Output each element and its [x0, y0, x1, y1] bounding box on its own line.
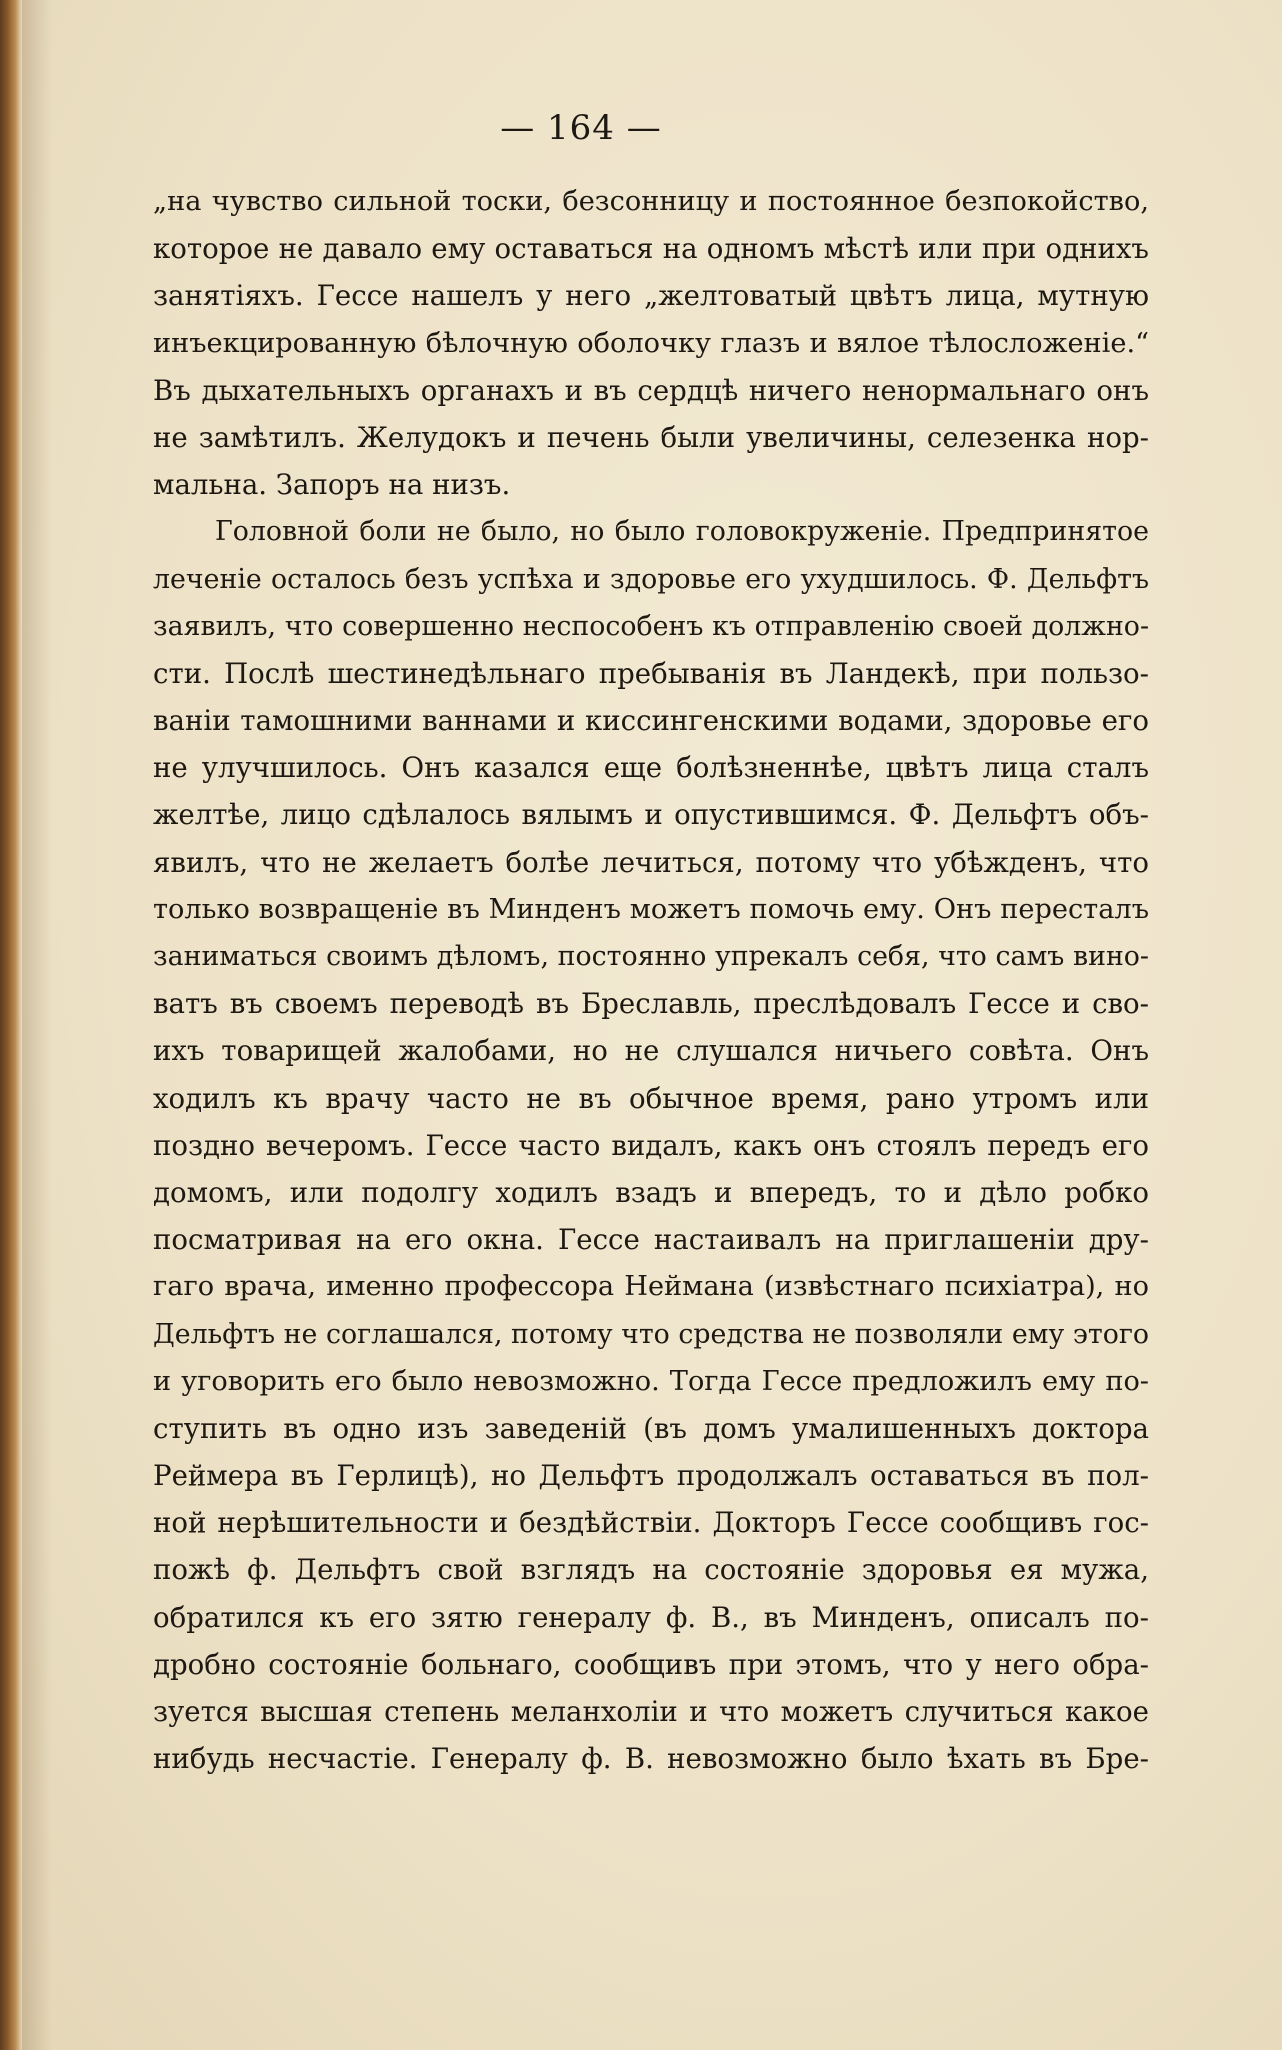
text-line: ной нерѣшительности и бездѣйствіи. Докторъ Гессе сообщивъ гос-	[153, 1506, 1149, 1540]
text-line: домомъ, или подолгу ходилъ взадъ и впередъ, то и дѣло робко	[153, 1175, 1149, 1209]
text-line: обратился къ его зятю генералу ф. В., въ Минденъ, описалъ по-	[153, 1600, 1149, 1634]
text-line: „на чувство сильной тоски, безсонницу и постоянное безпокойство,	[153, 186, 1149, 217]
text-line: занятіяхъ. Гессе нашелъ у него „желтоватый цвѣтъ лица, мутную	[153, 279, 1149, 313]
text-line: Въ дыхательныхъ органахъ и въ сердцѣ ничего ненормальнаго онъ	[153, 373, 1149, 407]
text-line: леченіе осталось безъ успѣха и здоровье его ухудшилось. Ф. Дельфтъ	[153, 563, 1149, 595]
text-line: заниматься своимъ дѣломъ, постоянно упрекалъ себя, что самъ вино-	[153, 941, 1149, 972]
page-number: — 164 —	[500, 108, 662, 148]
text-line: посматривая на его окна. Гессе настаивалъ на приглашеніи дру-	[153, 1223, 1149, 1257]
text-line: только возвращеніе въ Минденъ можетъ помочь ему. Онъ пересталъ	[153, 893, 1149, 925]
book-binding-edge	[0, 0, 22, 2050]
text-line: пожѣ ф. Дельфтъ свой взглядъ на состояніе здоровья ея мужа,	[153, 1553, 1149, 1587]
text-line: сти. Послѣ шестинедѣльнаго пребыванія въ Ландекѣ, при пользо-	[153, 656, 1149, 690]
text-line: ступить въ одно изъ заведеній (въ домъ умалишенныхъ доктора	[153, 1411, 1149, 1445]
text-line: не замѣтилъ. Желудокъ и печень были увеличины, селезенка нор-	[153, 420, 1149, 454]
text-line: и уговорить его было невозможно. Тогда Гессе предложилъ ему по-	[153, 1365, 1149, 1397]
text-line: дробно состояніе больнаго, сообщивъ при этомъ, что у него обра-	[153, 1647, 1149, 1681]
spine-shadow	[22, 0, 52, 2050]
text-line: желтѣе, лицо сдѣлалось вялымъ и опустившимся. Ф. Дельфтъ объ-	[153, 798, 1149, 832]
text-line: поздно вечеромъ. Гессе часто видалъ, какъ онъ стоялъ передъ его	[153, 1128, 1149, 1162]
text-line: ватъ въ своемъ переводѣ въ Бреславль, преслѣдовалъ Гессе и сво-	[153, 987, 1149, 1021]
text-line: не улучшилось. Онъ казался еще болѣзненнѣе, цвѣтъ лица сталъ	[153, 751, 1149, 785]
text-line: которое не давало ему оставаться на одномъ мѣстѣ или при однихъ	[153, 232, 1149, 266]
text-line: явилъ, что не желаетъ болѣе лечиться, потому что убѣжденъ, что	[153, 845, 1149, 879]
text-line: нибудь несчастіе. Генералу ф. В. невозможно было ѣхать въ Бре-	[153, 1742, 1149, 1776]
text-line: мальна. Запоръ на низъ.	[153, 468, 511, 502]
text-line: Головной боли не было, но было головокруженіе. Предпринятое	[215, 516, 1149, 548]
text-line: зуется высшая степень меланхоліи и что можетъ случиться какое	[153, 1695, 1149, 1728]
text-line: ходилъ къ врачу часто не въ обычное время, рано утромъ или	[153, 1081, 1149, 1115]
text-line: гаго врача, именно профессора Неймана (извѣстнаго психіатра), но	[153, 1271, 1149, 1303]
text-line: ихъ товарищей жалобами, но не слушался ничьего совѣта. Онъ	[153, 1034, 1149, 1068]
text-line: ваніи тамошними ваннами и киссингенскими водами, здоровье его	[153, 704, 1149, 738]
text-line: заявилъ, что совершенно неспособенъ къ отправленію своей должно-	[153, 610, 1149, 642]
text-line: Реймера въ Герлицѣ), но Дельфтъ продолжалъ оставаться въ пол-	[153, 1459, 1149, 1493]
text-line: инъекцированную бѣлочную оболочку глазъ и вялое тѣлосложеніе.“	[153, 327, 1149, 359]
text-line: Дельфтъ не соглашался, потому что средства не позволяли ему этого	[153, 1318, 1149, 1350]
body-text	[153, 178, 1149, 1782]
